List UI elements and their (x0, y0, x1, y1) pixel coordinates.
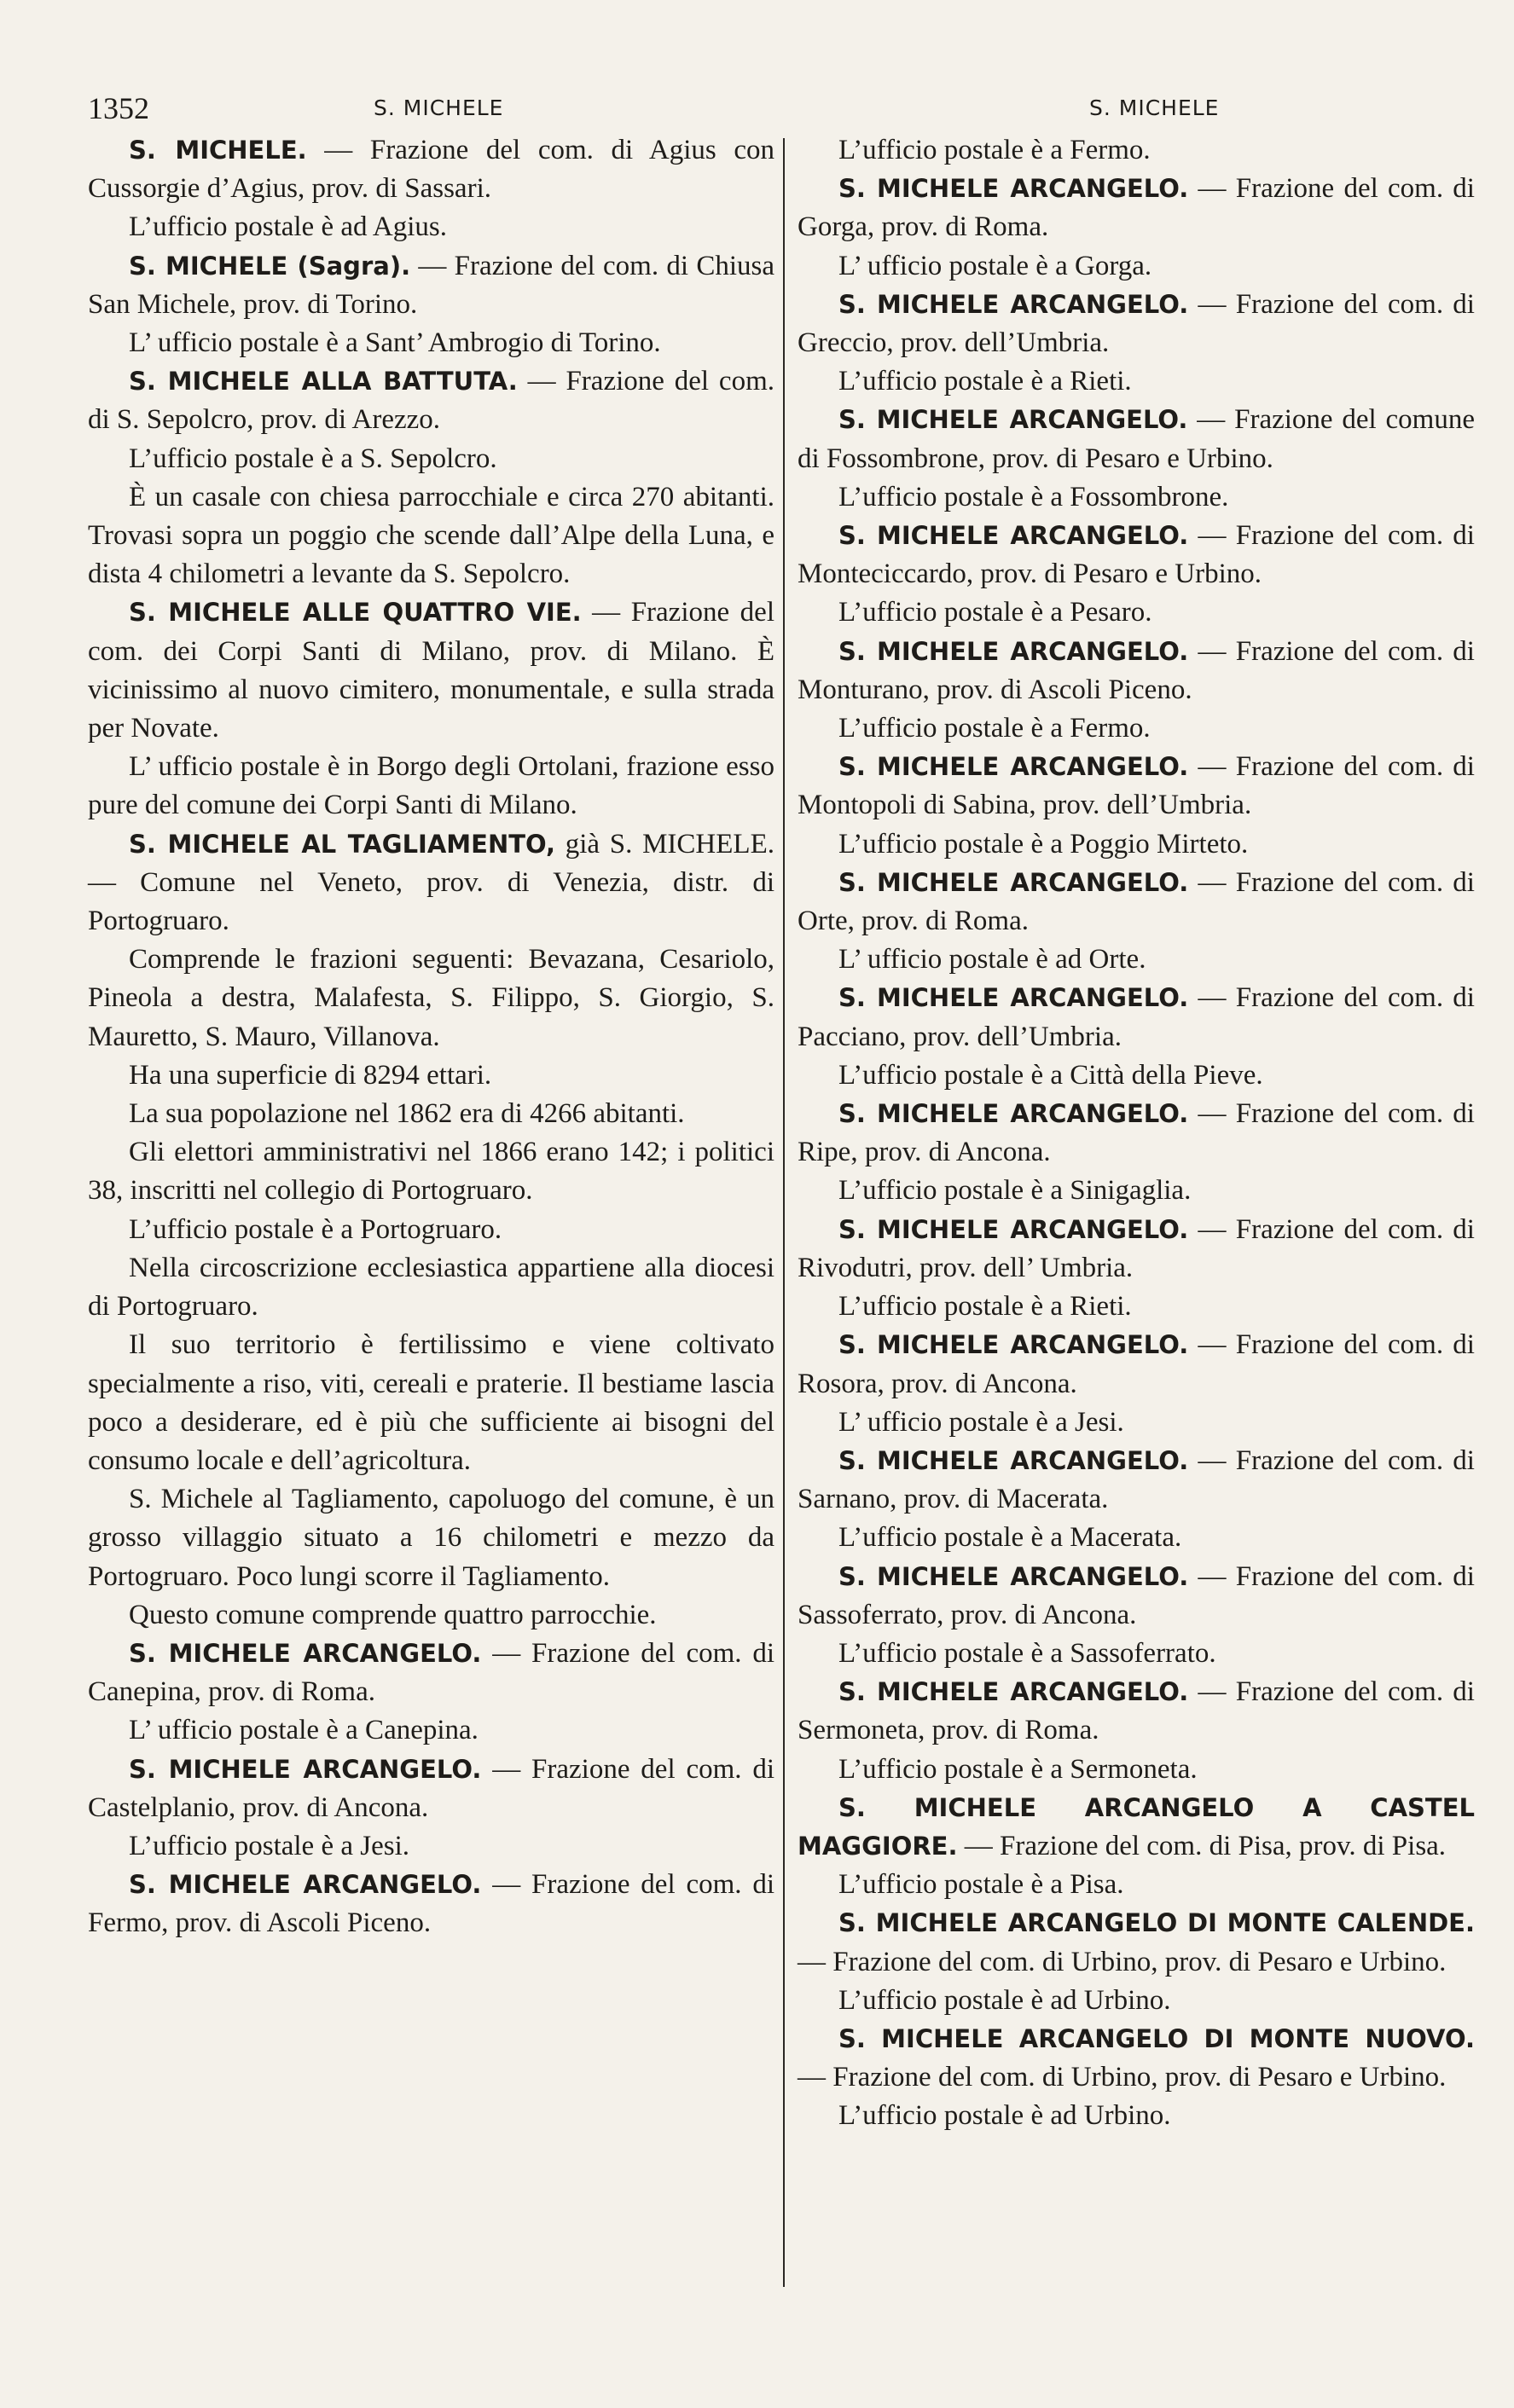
entry-headword: S. MICHELE ARCANGELO. (838, 1099, 1189, 1129)
dictionary-entry (798, 517, 1475, 593)
text-paragraph: Il suo territorio è fertilissimo e viene coltivato specialmente a riso, viti, cereali e praterie. Il bestiame lascia poco a desiderare, ed è più che sufficiente ai bisogni del consumo locale e dell’agricoltura. (88, 1329, 774, 1476)
text-paragraph: L’ufficio postale è a Pesaro. (838, 597, 1152, 628)
text-paragraph: L’ufficio postale è a Macerata. (838, 1522, 1182, 1554)
entry-definition: — Frazione del com. di Urbino, prov. di Pesaro e Urbino. (798, 2062, 1447, 2093)
entry-headword: S. MICHELE. (129, 136, 307, 165)
entry-headword: S. MICHELE ARCANGELO A CASTEL MAGGIORE. (798, 1792, 1475, 1861)
entry-headword: S. MICHELE ARCANGELO. (838, 636, 1189, 666)
dictionary-entry (798, 401, 1475, 478)
entry-definition: — Frazione del com. di Canepina, prov. di Roma. (88, 1637, 774, 1708)
text-paragraph: L’ufficio postale è a S. Sepolcro. (129, 443, 497, 474)
entry-headword: S. MICHELE ARCANGELO. (838, 983, 1189, 1013)
dictionary-entry (88, 825, 774, 941)
text-paragraph: L’ufficio postale è a Fossombrone. (838, 481, 1229, 512)
text-paragraph: La sua popolazione nel 1862 era di 4266 abitanti. (129, 1098, 685, 1130)
entry-headword: S. MICHELE ARCANGELO. (838, 289, 1189, 319)
text-paragraph: L’ ufficio postale è a Sant’ Ambrogio di Torino. (129, 327, 661, 359)
dictionary-entry (88, 593, 774, 748)
entry-definition: — Frazione del com. di Orte, prov. di Roma. (798, 866, 1475, 937)
text-paragraph: Ha una superficie di 8294 ettari. (129, 1059, 492, 1091)
entry-definition: — Frazione del com. di Pisa, prov. di Pisa. (957, 1830, 1447, 1861)
dictionary-entry (88, 131, 774, 208)
dictionary-entry (798, 1095, 1475, 1172)
entry-headword: S. MICHELE ARCANGELO. (838, 752, 1189, 782)
text-paragraph: L’ ufficio postale è a Jesi. (838, 1406, 1124, 1438)
text-paragraph: Questo comune comprende quattro parrocchie. (129, 1599, 657, 1630)
text-paragraph: L’ufficio postale è a Poggio Mirteto. (838, 828, 1249, 860)
entry-headword: S. MICHELE ARCANGELO. (838, 1445, 1189, 1475)
dictionary-entry (798, 1211, 1475, 1288)
dictionary-entry (798, 1326, 1475, 1403)
running-head-right: S. MICHELE (1089, 96, 1220, 120)
entry-headword: S. MICHELE AL TAGLIAMENTO, (129, 829, 556, 859)
text-paragraph: L’ufficio postale è a Fermo. (838, 713, 1151, 744)
text-paragraph: L’ufficio postale è a Sermoneta. (838, 1753, 1198, 1785)
dictionary-entry (798, 1673, 1475, 1750)
entry-headword: S. MICHELE ARCANGELO. (838, 405, 1188, 435)
text-paragraph: L’ufficio postale è a Pisa. (838, 1869, 1124, 1901)
entry-definition: — Frazione del com. di Chiusa San Michele, prov. di Torino. (88, 250, 774, 320)
text-paragraph: L’ ufficio postale è a Gorga. (838, 250, 1152, 281)
dictionary-entry (88, 1635, 774, 1711)
entry-definition: — Frazione del com. di Montopoli di Sabina, prov. dell’Umbria. (798, 751, 1475, 821)
entry-headword: S. MICHELE ARCANGELO. (838, 521, 1189, 551)
entry-definition: — Frazione del com. dei Corpi Santi di Milano, prov. di Milano. È vicinissimo al nuovo cimitero, monumentale, e sulla strada per Novate. (88, 597, 774, 744)
dictionary-entry (798, 748, 1475, 825)
dictionary-entry (88, 1866, 774, 1942)
entry-definition: già S. MICHELE. — Comune nel Veneto, prov. di Venezia, distr. di Portogruaro. (88, 828, 774, 937)
text-paragraph: L’ufficio postale è a Sassoferrato. (838, 1637, 1216, 1669)
dictionary-entry (798, 1558, 1475, 1635)
dictionary-entry (798, 286, 1475, 362)
dictionary-entry (798, 1789, 1475, 1866)
entry-definition: — Frazione del com. di Monturano, prov. di Ascoli Piceno. (798, 635, 1475, 705)
dictionary-entry (798, 979, 1475, 1056)
page-number: 1352 (88, 91, 149, 125)
entry-definition: — Frazione del com. di Sarnano, prov. di Macerata. (798, 1444, 1475, 1515)
entry-headword: S. MICHELE ALLE QUATTRO VIE. (129, 598, 582, 628)
dictionary-entry (798, 170, 1475, 246)
entry-headword: S. MICHELE ARCANGELO. (838, 1677, 1189, 1707)
text-paragraph: L’ ufficio postale è a Canepina. (129, 1715, 479, 1746)
entry-headword: S. MICHELE ARCANGELO. (838, 174, 1189, 204)
entry-headword: S. MICHELE ARCANGELO DI MONTE NUOVO. (838, 2023, 1475, 2053)
text-paragraph: L’ufficio postale è ad Urbino. (838, 2100, 1171, 2132)
dictionary-entry (798, 2020, 1475, 2097)
text-paragraph: Comprende le frazioni seguenti: Bevazana, Cesariolo, Pineola a destra, Malafesta, S. Filippo, S. Giorgio, S. Mauretto, S. Mauro, Villanova. (88, 944, 774, 1052)
text-paragraph: L’ufficio postale è a Rieti. (838, 1291, 1132, 1323)
text-paragraph: S. Michele al Tagliamento, capoluogo del comune, è un grosso villaggio situato a 16 chilometri e mezzo da Portogruaro. Poco lungi scorre il Tagliamento. (88, 1484, 774, 1592)
entry-headword: S. MICHELE ARCANGELO. (838, 867, 1189, 897)
left-column (88, 131, 774, 1943)
text-paragraph: Nella circoscrizione ecclesiastica appartiene alla diocesi di Portogruaro. (88, 1252, 774, 1323)
entry-headword: S. MICHELE ARCANGELO. (129, 1638, 482, 1668)
text-paragraph: L’ufficio postale è a Portogruaro. (129, 1213, 502, 1245)
text-paragraph: L’ufficio postale è a Città della Pieve. (838, 1059, 1263, 1091)
entry-definition: — Frazione del com. di Sermoneta, prov. di Roma. (798, 1676, 1475, 1746)
dictionary-entry (798, 1442, 1475, 1519)
entry-definition: — Frazione del com. di Pacciano, prov. dell’Umbria. (798, 982, 1475, 1052)
entry-headword: S. MICHELE ARCANGELO DI MONTE CALENDE. (838, 1908, 1475, 1938)
entry-headword: S. MICHELE ARCANGELO. (129, 1754, 482, 1784)
running-head-left: S. MICHELE (374, 96, 504, 120)
entry-headword: S. MICHELE ARCANGELO. (838, 1214, 1189, 1244)
text-paragraph: L’ufficio postale è a Rieti. (838, 366, 1132, 397)
entry-headword: S. MICHELE ARCANGELO. (838, 1561, 1189, 1591)
entry-headword: S. MICHELE (Sagra). (129, 251, 411, 281)
entry-definition: — Frazione del com. di Urbino, prov. di Pesaro e Urbino. (798, 1946, 1447, 1977)
text-paragraph: L’ufficio postale è a Fermo. (838, 135, 1151, 165)
entry-definition: — Frazione del com. di Agius con Cussorgie d’Agius, prov. di Sassari. (88, 135, 774, 205)
entry-headword: S. MICHELE ARCANGELO. (838, 1330, 1189, 1360)
right-column (798, 131, 1475, 2136)
text-paragraph: È un casale con chiesa parrocchiale e circa 270 abitanti. Trovasi sopra un poggio che scende dall’Alpe della Luna, e dista 4 chilometri a levante da S. Sepolcro. (88, 481, 774, 590)
column-divider (783, 138, 785, 2287)
text-paragraph: L’ufficio postale è ad Urbino. (838, 1984, 1171, 2016)
entry-definition: — Frazione del com. di Gorga, prov. di Roma. (798, 173, 1475, 243)
entry-headword: S. MICHELE ALLA BATTUTA. (129, 367, 518, 397)
entry-definition: — Frazione del com. di Ripe, prov. di Ancona. (798, 1098, 1475, 1168)
page-header (88, 82, 1470, 133)
dictionary-entry (88, 1751, 774, 1827)
entry-definition: — Frazione del com. di Castelplanio, prov. di Ancona. (88, 1753, 774, 1823)
dictionary-entry (798, 864, 1475, 941)
dictionary-entry (88, 247, 774, 324)
entry-definition: — Frazione del com. di Monteciccardo, prov. di Pesaro e Urbino. (798, 520, 1475, 590)
text-paragraph: L’ufficio postale è ad Agius. (129, 211, 448, 243)
text-paragraph: L’ ufficio postale è ad Orte. (838, 944, 1146, 975)
entry-headword: S. MICHELE ARCANGELO. (129, 1870, 482, 1900)
entry-definition: — Frazione del com. di Sassoferrato, prov. di Ancona. (798, 1560, 1475, 1630)
entry-definition: — Frazione del com. di Greccio, prov. dell’Umbria. (798, 288, 1475, 359)
text-paragraph: L’ ufficio postale è in Borgo degli Ortolani, frazione esso pure del comune dei Corpi Santi di Milano. (88, 751, 774, 821)
text-paragraph: Gli elettori amministrativi nel 1866 erano 142; i politici 38, inscritti nel collegio di Portogruaro. (88, 1137, 774, 1207)
text-paragraph: L’ufficio postale è a Jesi. (129, 1830, 410, 1861)
entry-definition: — Frazione del com. di S. Sepolcro, prov. di Arezzo. (88, 366, 774, 436)
dictionary-entry (798, 1904, 1475, 1981)
entry-definition: — Frazione del com. di Fermo, prov. di Ascoli Piceno. (88, 1869, 774, 1939)
text-paragraph: L’ufficio postale è a Sinigaglia. (838, 1175, 1192, 1207)
entry-definition: — Frazione del comune di Fossombrone, prov. di Pesaro e Urbino. (798, 404, 1476, 474)
entry-definition: — Frazione del com. di Rivodutri, prov. dell’ Umbria. (798, 1213, 1475, 1283)
entry-definition: — Frazione del com. di Rosora, prov. di Ancona. (798, 1329, 1475, 1399)
dictionary-entry (88, 362, 774, 439)
dictionary-entry (798, 633, 1475, 709)
